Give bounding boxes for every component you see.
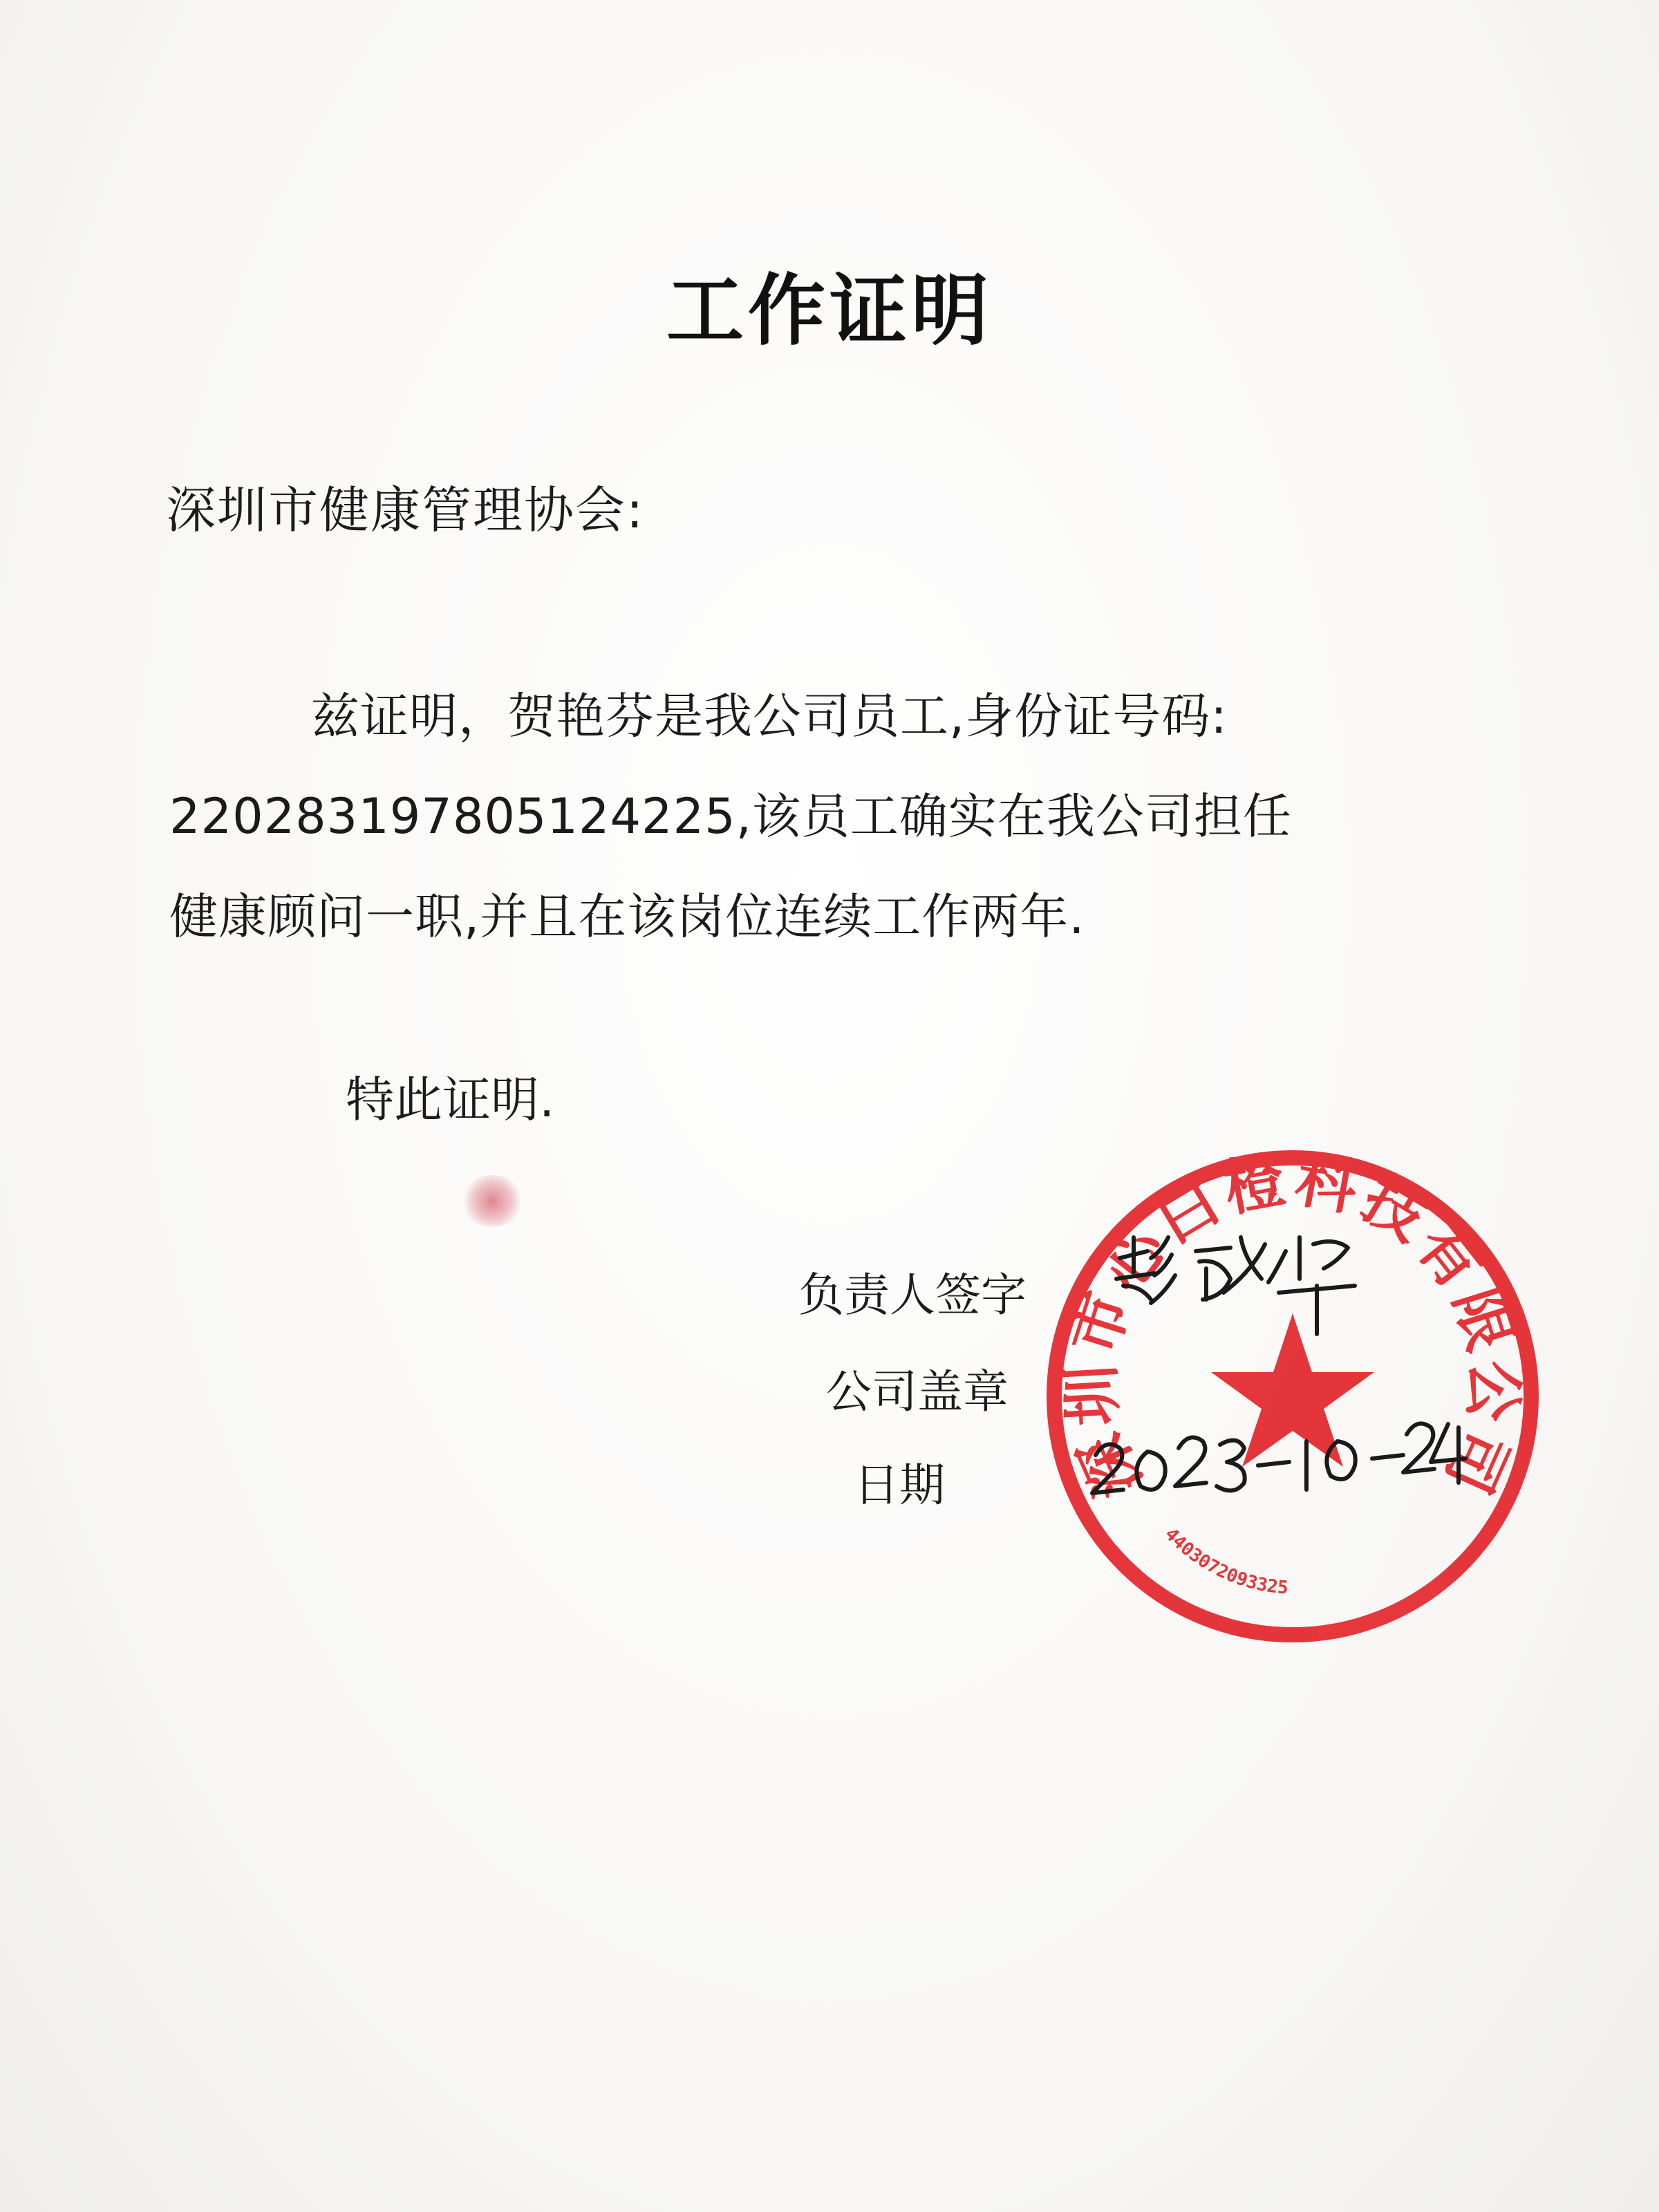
company-seal-label: 公司盖章 [826,1365,1009,1418]
seal-company-name: 深圳市心白橙科技有限公司 [1054,1143,1531,1508]
seal-star-icon [1211,1313,1374,1467]
seal-code: 4403072093325 [1160,1524,1289,1599]
date-label: 日期 [854,1459,945,1512]
addressee-line: 深圳市健康管理协会: [166,481,645,539]
company-seal-stamp [1037,1141,1548,1652]
signature-label: 负责人签字 [798,1268,1027,1322]
ink-smudge [460,1175,525,1227]
body-line-2: 220283197805124225,该员工确实在我公司担任 [169,788,1292,845]
body-line-1: 兹证明，贺艳芬是我公司员工,身份证号码: [311,688,1228,744]
document-title: 工作证明 [666,266,993,356]
closing-statement: 特此证明. [346,1071,555,1128]
body-line-3: 健康顾问一职,并且在该岗位连续工作两年. [169,888,1085,945]
